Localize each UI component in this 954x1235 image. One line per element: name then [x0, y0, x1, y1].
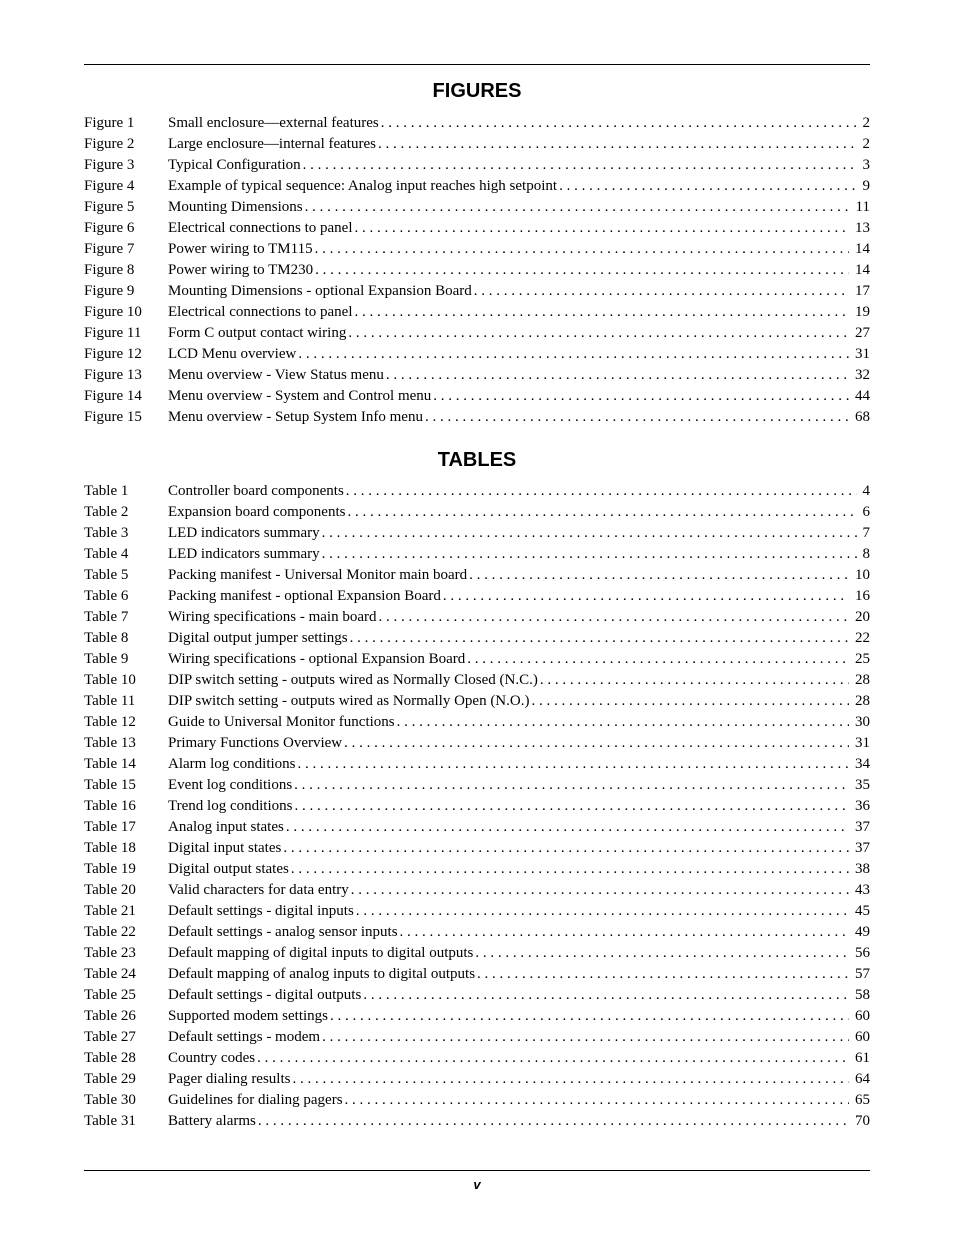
- entry-title: LCD Menu overview: [168, 346, 297, 362]
- entry-page-number: 64: [855, 1071, 870, 1087]
- dot-leader: [559, 176, 856, 197]
- table-entry[interactable]: [84, 1048, 870, 1069]
- dot-leader: [355, 218, 849, 239]
- dot-leader: [294, 796, 849, 817]
- dot-leader: [348, 323, 849, 344]
- table-entry[interactable]: [84, 985, 870, 1006]
- entry-title: Valid characters for data entry: [168, 882, 349, 898]
- entry-title: Expansion board components: [168, 504, 346, 520]
- figure-entry[interactable]: [84, 302, 870, 323]
- entry-number: Table 22: [84, 924, 136, 940]
- entry-title: Example of typical sequence: Analog input reaches high setpoint: [168, 178, 558, 194]
- entry-title: Electrical connections to panel: [168, 220, 353, 236]
- bottom-rule: [84, 1170, 870, 1171]
- figure-entry[interactable]: [84, 218, 870, 239]
- dot-leader: [381, 113, 857, 134]
- entry-page-number: 32: [855, 367, 870, 383]
- entry-title: Controller board components: [168, 483, 344, 499]
- entry-title: Large enclosure—internal features: [168, 136, 376, 152]
- entry-number: Figure 11: [84, 325, 142, 341]
- dot-leader: [467, 649, 849, 670]
- entry-title: Menu overview - Setup System Info menu: [168, 409, 423, 425]
- entry-title: Default settings - digital inputs: [168, 903, 354, 919]
- entry-page-number: 7: [862, 525, 870, 541]
- entry-page-number: 9: [862, 178, 870, 194]
- entry-title: Typical Configuration: [168, 157, 301, 173]
- entry-page-number: 58: [855, 987, 870, 1003]
- table-entry[interactable]: [84, 754, 870, 775]
- entry-number: Table 13: [84, 735, 136, 751]
- entry-title: Default settings - modem: [168, 1029, 321, 1045]
- entry-number: Table 3: [84, 525, 129, 541]
- entry-page-number: 61: [855, 1050, 870, 1066]
- dot-leader: [322, 523, 857, 544]
- entry-page-number: 38: [855, 861, 870, 877]
- entry-page-number: 60: [855, 1008, 870, 1024]
- dot-leader: [475, 943, 849, 964]
- table-entry[interactable]: [84, 796, 870, 817]
- figures-list: [84, 113, 870, 428]
- dot-leader: [345, 1090, 849, 1111]
- dot-leader: [298, 754, 850, 775]
- entry-title: Packing manifest - optional Expansion Board: [168, 588, 441, 604]
- entry-number: Table 14: [84, 756, 136, 772]
- dot-leader: [294, 775, 849, 796]
- entry-number: Figure 8: [84, 262, 135, 278]
- dot-leader: [350, 628, 849, 649]
- entry-page-number: 45: [855, 903, 870, 919]
- entry-page-number: 60: [855, 1029, 870, 1045]
- entry-title: Menu overview - View Status menu: [168, 367, 384, 383]
- entry-page-number: 44: [855, 388, 870, 404]
- entry-page-number: 4: [862, 483, 870, 499]
- table-entry[interactable]: [84, 628, 870, 649]
- entry-page-number: 37: [855, 819, 870, 835]
- entry-number: Table 7: [84, 609, 129, 625]
- dot-leader: [292, 1069, 849, 1090]
- dot-leader: [257, 1048, 849, 1069]
- entry-page-number: 35: [855, 777, 870, 793]
- dot-leader: [400, 922, 849, 943]
- entry-page-number: 36: [855, 798, 870, 814]
- entry-title: DIP switch setting - outputs wired as Normally Open (N.O.): [168, 693, 530, 709]
- table-entry[interactable]: [84, 964, 870, 985]
- table-entry[interactable]: [84, 838, 870, 859]
- figure-entry[interactable]: [84, 113, 870, 134]
- entry-page-number: 43: [855, 882, 870, 898]
- entry-page-number: 31: [855, 346, 870, 362]
- table-entry[interactable]: [84, 607, 870, 628]
- top-rule: [84, 64, 870, 65]
- entry-number: Figure 12: [84, 346, 142, 362]
- entry-number: Table 2: [84, 504, 129, 520]
- entry-title: Default mapping of digital inputs to digital outputs: [168, 945, 474, 961]
- dot-leader: [258, 1111, 849, 1132]
- dot-leader: [531, 691, 849, 712]
- table-entry[interactable]: [84, 1069, 870, 1090]
- entry-page-number: 49: [855, 924, 870, 940]
- figure-entry[interactable]: [84, 155, 870, 176]
- figure-entry[interactable]: [84, 281, 870, 302]
- entry-title: Digital output jumper settings: [168, 630, 348, 646]
- entry-number: Table 24: [84, 966, 136, 982]
- table-entry[interactable]: [84, 523, 870, 544]
- entry-title: Mounting Dimensions - optional Expansion Board: [168, 283, 472, 299]
- table-entry[interactable]: [84, 1027, 870, 1048]
- entry-page-number: 20: [855, 609, 870, 625]
- entry-number: Table 4: [84, 546, 129, 562]
- table-entry[interactable]: [84, 1111, 870, 1132]
- table-entry[interactable]: [84, 586, 870, 607]
- entry-title: Form C output contact wiring: [168, 325, 347, 341]
- entry-title: Default settings - analog sensor inputs: [168, 924, 398, 940]
- entry-page-number: 25: [855, 651, 870, 667]
- entry-page-number: 31: [855, 735, 870, 751]
- dot-leader: [433, 386, 849, 407]
- dot-leader: [379, 607, 850, 628]
- entry-number: Table 15: [84, 777, 136, 793]
- entry-number: Table 21: [84, 903, 136, 919]
- entry-number: Figure 3: [84, 157, 135, 173]
- entry-title: Power wiring to TM115: [168, 241, 313, 257]
- entry-page-number: 68: [855, 409, 870, 425]
- dot-leader: [425, 407, 849, 428]
- entry-number: Table 30: [84, 1092, 136, 1108]
- entry-page-number: 13: [855, 220, 870, 236]
- dot-leader: [322, 1027, 849, 1048]
- entry-number: Table 29: [84, 1071, 136, 1087]
- entry-page-number: 65: [855, 1092, 870, 1108]
- entry-title: Pager dialing results: [168, 1071, 291, 1087]
- dot-leader: [303, 155, 857, 176]
- entry-title: Guidelines for dialing pagers: [168, 1092, 343, 1108]
- table-entry[interactable]: [84, 544, 870, 565]
- table-entry[interactable]: [84, 1090, 870, 1111]
- entry-page-number: 56: [855, 945, 870, 961]
- entry-number: Figure 14: [84, 388, 142, 404]
- entry-page-number: 11: [855, 199, 870, 215]
- table-entry[interactable]: [84, 712, 870, 733]
- entry-number: Table 23: [84, 945, 136, 961]
- figure-entry[interactable]: [84, 176, 870, 197]
- entry-title: Event log conditions: [168, 777, 293, 793]
- entry-number: Table 18: [84, 840, 136, 856]
- entry-title: LED indicators summary: [168, 525, 320, 541]
- entry-page-number: 22: [855, 630, 870, 646]
- entry-title: Menu overview - System and Control menu: [168, 388, 432, 404]
- dot-leader: [330, 1006, 849, 1027]
- entry-page-number: 17: [855, 283, 870, 299]
- table-entry[interactable]: [84, 733, 870, 754]
- dot-leader: [347, 502, 856, 523]
- page-number: v: [473, 1177, 481, 1192]
- table-entry[interactable]: [84, 901, 870, 922]
- entry-number: Table 9: [84, 651, 129, 667]
- dot-leader: [469, 565, 849, 586]
- dot-leader: [322, 544, 857, 565]
- dot-leader: [443, 586, 849, 607]
- entry-page-number: 14: [855, 241, 870, 257]
- entry-number: Figure 10: [84, 304, 142, 320]
- entry-title: Wiring specifications - main board: [168, 609, 377, 625]
- entry-number: Table 16: [84, 798, 136, 814]
- dot-leader: [355, 302, 849, 323]
- figure-entry[interactable]: [84, 239, 870, 260]
- entry-title: Mounting Dimensions: [168, 199, 303, 215]
- entry-title: Small enclosure—external features: [168, 115, 379, 131]
- entry-number: Figure 1: [84, 115, 135, 131]
- dot-leader: [346, 481, 857, 502]
- entry-number: Table 8: [84, 630, 129, 646]
- figures-heading: FIGURES: [432, 80, 522, 102]
- figure-entry[interactable]: [84, 365, 870, 386]
- entry-number: Table 10: [84, 672, 136, 688]
- figure-entry[interactable]: [84, 134, 870, 155]
- entry-page-number: 34: [855, 756, 870, 772]
- entry-number: Table 28: [84, 1050, 136, 1066]
- entry-page-number: 14: [855, 262, 870, 278]
- dot-leader: [474, 281, 849, 302]
- figure-entry[interactable]: [84, 344, 870, 365]
- entry-number: Table 17: [84, 819, 136, 835]
- entry-page-number: 8: [862, 546, 870, 562]
- entry-page-number: 10: [855, 567, 870, 583]
- dot-leader: [397, 712, 849, 733]
- figure-entry[interactable]: [84, 260, 870, 281]
- entry-title: Supported modem settings: [168, 1008, 328, 1024]
- entry-number: Figure 5: [84, 199, 135, 215]
- table-entry[interactable]: [84, 565, 870, 586]
- dot-leader: [386, 365, 849, 386]
- tables-list: [84, 481, 870, 1132]
- entry-title: Battery alarms: [168, 1113, 256, 1129]
- dot-leader: [351, 880, 849, 901]
- entry-page-number: 2: [862, 136, 870, 152]
- entry-number: Figure 15: [84, 409, 142, 425]
- entry-page-number: 57: [855, 966, 870, 982]
- table-entry[interactable]: [84, 1006, 870, 1027]
- entry-title: Primary Functions Overview: [168, 735, 343, 751]
- entry-title: Electrical connections to panel: [168, 304, 353, 320]
- entry-number: Table 26: [84, 1008, 136, 1024]
- dot-leader: [344, 733, 849, 754]
- figure-entry[interactable]: [84, 323, 870, 344]
- dot-leader: [286, 817, 849, 838]
- dot-leader: [356, 901, 849, 922]
- entry-number: Table 1: [84, 483, 129, 499]
- table-entry[interactable]: [84, 880, 870, 901]
- entry-page-number: 28: [855, 672, 870, 688]
- dot-leader: [283, 838, 849, 859]
- entry-page-number: 37: [855, 840, 870, 856]
- tables-heading: TABLES: [437, 449, 517, 471]
- entry-page-number: 28: [855, 693, 870, 709]
- entry-number: Table 6: [84, 588, 129, 604]
- dot-leader: [305, 197, 850, 218]
- entry-number: Table 31: [84, 1113, 136, 1129]
- entry-page-number: 2: [862, 115, 870, 131]
- figure-entry[interactable]: [84, 407, 870, 428]
- entry-page-number: 19: [855, 304, 870, 320]
- entry-page-number: 27: [855, 325, 870, 341]
- entry-title: Trend log conditions: [168, 798, 293, 814]
- dot-leader: [363, 985, 849, 1006]
- entry-number: Figure 4: [84, 178, 135, 194]
- entry-number: Table 19: [84, 861, 136, 877]
- entry-page-number: 6: [862, 504, 870, 520]
- entry-title: Power wiring to TM230: [168, 262, 314, 278]
- entry-page-number: 16: [855, 588, 870, 604]
- dot-leader: [291, 859, 849, 880]
- entry-page-number: 3: [862, 157, 870, 173]
- entry-number: Figure 7: [84, 241, 135, 257]
- table-entry[interactable]: [84, 775, 870, 796]
- entry-number: Figure 2: [84, 136, 135, 152]
- table-entry[interactable]: [84, 922, 870, 943]
- table-entry[interactable]: [84, 670, 870, 691]
- dot-leader: [378, 134, 857, 155]
- entry-number: Table 20: [84, 882, 136, 898]
- entry-title: Digital input states: [168, 840, 282, 856]
- entry-number: Table 5: [84, 567, 129, 583]
- entry-title: LED indicators summary: [168, 546, 320, 562]
- dot-leader: [315, 260, 849, 281]
- table-entry[interactable]: [84, 943, 870, 964]
- entry-title: Wiring specifications - optional Expansion Board: [168, 651, 466, 667]
- entry-title: Country codes: [168, 1050, 256, 1066]
- entry-title: Analog input states: [168, 819, 284, 835]
- dot-leader: [477, 964, 849, 985]
- entry-title: Default settings - digital outputs: [168, 987, 362, 1003]
- entry-page-number: 30: [855, 714, 870, 730]
- entry-number: Figure 9: [84, 283, 135, 299]
- dot-leader: [315, 239, 849, 260]
- entry-title: Packing manifest - Universal Monitor main board: [168, 567, 468, 583]
- entry-title: DIP switch setting - outputs wired as Normally Closed (N.C.): [168, 672, 538, 688]
- entry-title: Default mapping of analog inputs to digital outputs: [168, 966, 476, 982]
- entry-title: Alarm log conditions: [168, 756, 296, 772]
- figure-entry[interactable]: [84, 386, 870, 407]
- entry-number: Figure 6: [84, 220, 135, 236]
- table-entry[interactable]: [84, 691, 870, 712]
- entry-number: Figure 13: [84, 367, 142, 383]
- table-entry[interactable]: [84, 859, 870, 880]
- dot-leader: [540, 670, 849, 691]
- entry-title: Guide to Universal Monitor functions: [168, 714, 395, 730]
- entry-title: Digital output states: [168, 861, 289, 877]
- table-entry[interactable]: [84, 481, 870, 502]
- dot-leader: [298, 344, 849, 365]
- entry-number: Table 12: [84, 714, 136, 730]
- table-entry[interactable]: [84, 817, 870, 838]
- table-entry[interactable]: [84, 649, 870, 670]
- entry-number: Table 25: [84, 987, 136, 1003]
- entry-number: Table 11: [84, 693, 136, 709]
- entry-number: Table 27: [84, 1029, 136, 1045]
- figure-entry[interactable]: [84, 197, 870, 218]
- table-entry[interactable]: [84, 502, 870, 523]
- entry-page-number: 70: [855, 1113, 870, 1129]
